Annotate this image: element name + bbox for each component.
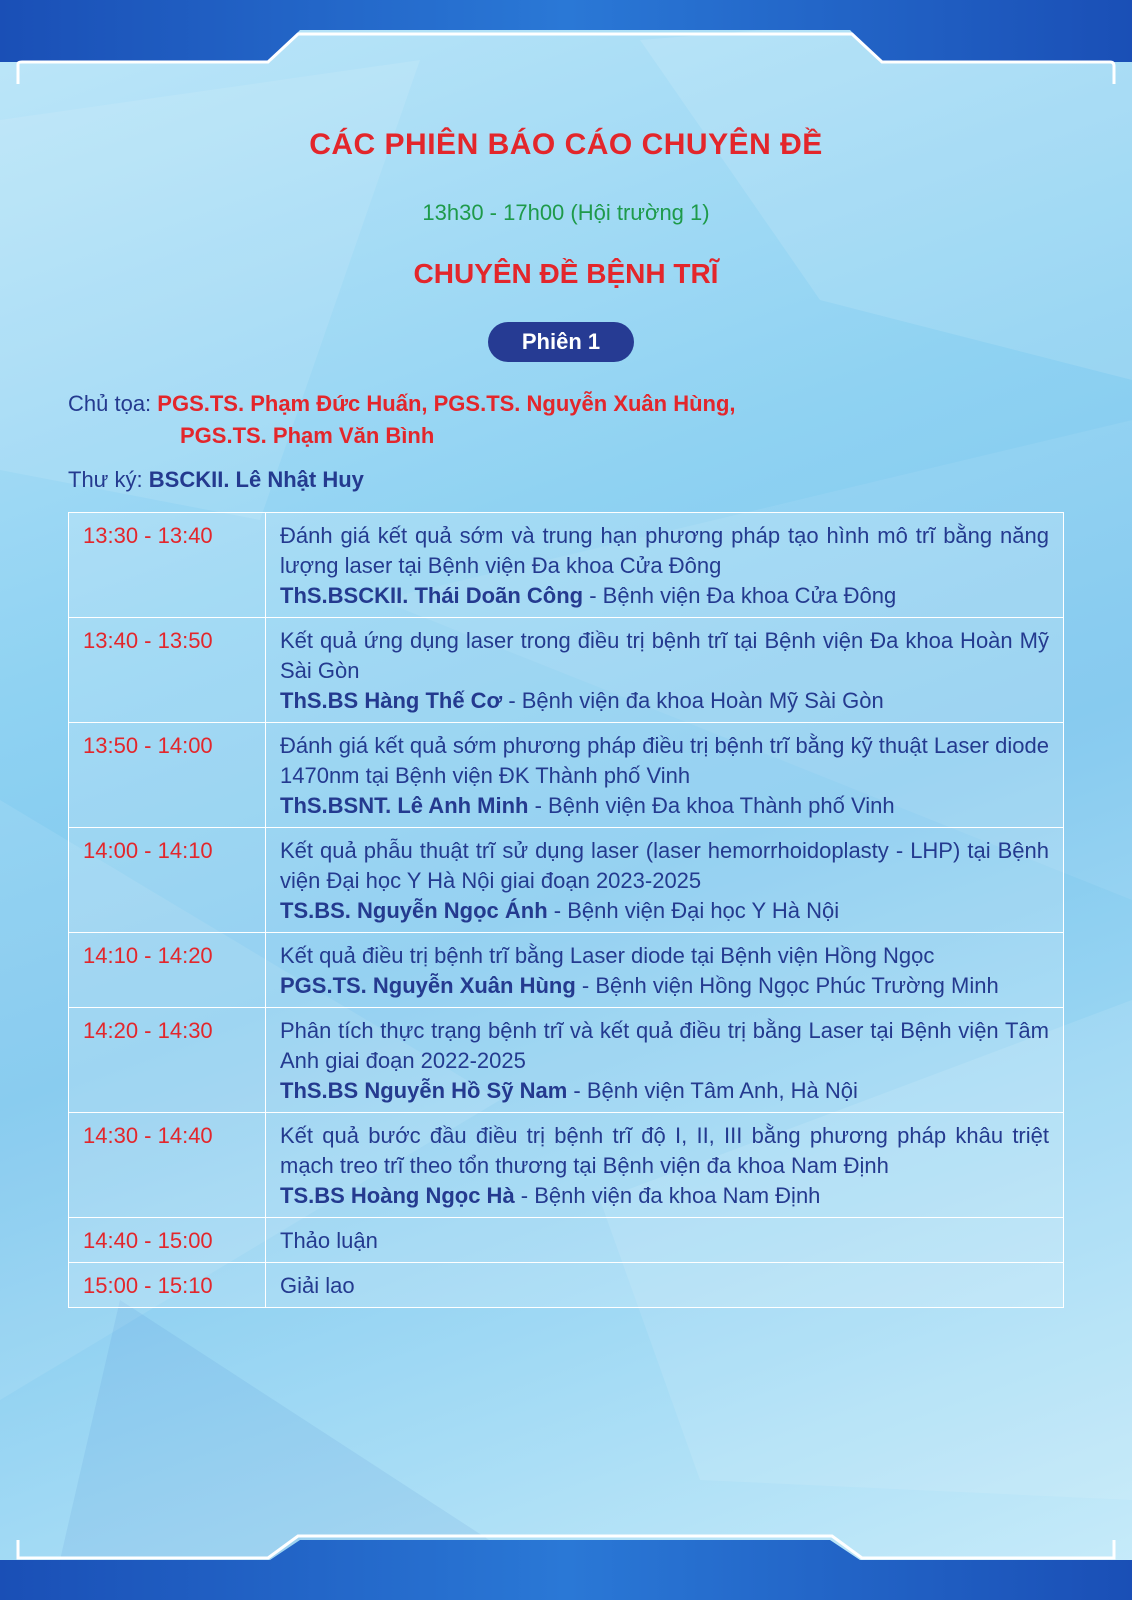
speaker-name: ThS.BS Nguyễn Hồ Sỹ Nam (280, 1078, 568, 1103)
speaker-affiliation: - Bệnh viện Hồng Ngọc Phúc Trường Minh (575, 973, 999, 998)
agenda-row (69, 723, 1064, 828)
agenda-time: 14:30 - 14:40 (69, 1113, 266, 1218)
agenda-row (69, 1218, 1064, 1263)
session-badge: Phiên 1 (488, 322, 634, 362)
speaker-name: TS.BS Hoàng Ngọc Hà (280, 1183, 515, 1208)
agenda-description (266, 933, 1064, 1008)
topic-title: CHUYÊN ĐỀ BỆNH TRĨ (413, 258, 719, 289)
speaker-name: ThS.BS Hàng Thế Cơ (280, 688, 503, 713)
agenda-description (266, 723, 1064, 828)
secretary-row (68, 464, 364, 496)
speaker-affiliation: - Bệnh viện đa khoa Nam Định (514, 1183, 821, 1208)
agenda-row (69, 933, 1064, 1008)
agenda-time: 15:00 - 15:10 (69, 1263, 266, 1308)
talk-title: Đánh giá kết quả sớm và trung hạn phương pháp tạo hình mô trĩ bằng năng lượng laser tại Bệnh viện Đa khoa Cửa Đông (280, 523, 1049, 578)
secretary-label: Thư ký: (68, 467, 143, 492)
agenda-table (68, 512, 1064, 1308)
agenda-row (69, 513, 1064, 618)
talk-title: Thảo luận (280, 1228, 378, 1253)
agenda-description (266, 618, 1064, 723)
talk-title: Kết quả bước đầu điều trị bệnh trĩ độ I, II, III bằng phương pháp khâu triệt mạch treo trĩ theo tổn thương tại Bệnh viện đa khoa Nam Định (280, 1123, 1049, 1178)
agenda-time: 14:10 - 14:20 (69, 933, 266, 1008)
agenda-description (266, 1218, 1064, 1263)
agenda-description (266, 1008, 1064, 1113)
agenda-row (69, 618, 1064, 723)
chair-row (68, 388, 736, 420)
session-time-range: 13h30 - 17h00 (Hội trường 1) (422, 200, 710, 225)
speaker-name: TS.BS. Nguyễn Ngọc Ánh (280, 898, 548, 923)
chair-names-line2: PGS.TS. Phạm Văn Bình (180, 423, 435, 448)
speaker-name: PGS.TS. Nguyễn Xuân Hùng (280, 973, 576, 998)
secretary-name: BSCKII. Lê Nhật Huy (148, 467, 364, 492)
agenda-time: 13:30 - 13:40 (69, 513, 266, 618)
talk-title: Kết quả phẫu thuật trĩ sử dụng laser (laser hemorrhoidoplasty - LHP) tại Bệnh viện Đại học Y Hà Nội giai đoạn 2023-2025 (280, 838, 1049, 893)
talk-title: Kết quả ứng dụng laser trong điều trị bệnh trĩ tại Bệnh viện Đa khoa Hoàn Mỹ Sài Gòn (280, 628, 1049, 683)
agenda-description (266, 828, 1064, 933)
agenda-time: 14:40 - 15:00 (69, 1218, 266, 1263)
agenda-row (69, 1008, 1064, 1113)
speaker-affiliation: - Bệnh viện đa khoa Hoàn Mỹ Sài Gòn (502, 688, 884, 713)
page-title: CÁC PHIÊN BÁO CÁO CHUYÊN ĐỀ (309, 128, 823, 161)
agenda-row (69, 1113, 1064, 1218)
speaker-name: ThS.BSNT. Lê Anh Minh (280, 793, 529, 818)
chair-names-line1: PGS.TS. Phạm Đức Huấn, PGS.TS. Nguyễn Xuân Hùng, (157, 391, 736, 416)
agenda-description (266, 1113, 1064, 1218)
agenda-time: 13:50 - 14:00 (69, 723, 266, 828)
talk-title: Đánh giá kết quả sớm phương pháp điều trị bệnh trĩ bằng kỹ thuật Laser diode 1470nm tại Bệnh viện ĐK Thành phố Vinh (280, 733, 1049, 788)
speaker-affiliation: - Bệnh viện Đa khoa Thành phố Vinh (528, 793, 895, 818)
agenda-time: 13:40 - 13:50 (69, 618, 266, 723)
talk-title: Giải lao (280, 1273, 355, 1298)
agenda-time: 14:00 - 14:10 (69, 828, 266, 933)
agenda-description (266, 513, 1064, 618)
talk-title: Kết quả điều trị bệnh trĩ bằng Laser diode tại Bệnh viện Hồng Ngọc (280, 943, 935, 968)
speaker-affiliation: - Bệnh viện Đại học Y Hà Nội (547, 898, 840, 923)
agenda-time: 14:20 - 14:30 (69, 1008, 266, 1113)
speaker-affiliation: - Bệnh viện Đa khoa Cửa Đông (583, 583, 897, 608)
talk-title: Phân tích thực trạng bệnh trĩ và kết quả điều trị bằng Laser tại Bệnh viện Tâm Anh giai đoạn 2022-2025 (280, 1018, 1049, 1073)
agenda-row (69, 828, 1064, 933)
agenda-row (69, 1263, 1064, 1308)
chair-label: Chủ tọa: (68, 391, 152, 416)
agenda-description (266, 1263, 1064, 1308)
speaker-name: ThS.BSCKII. Thái Doãn Công (280, 583, 584, 608)
speaker-affiliation: - Bệnh viện Tâm Anh, Hà Nội (567, 1078, 858, 1103)
